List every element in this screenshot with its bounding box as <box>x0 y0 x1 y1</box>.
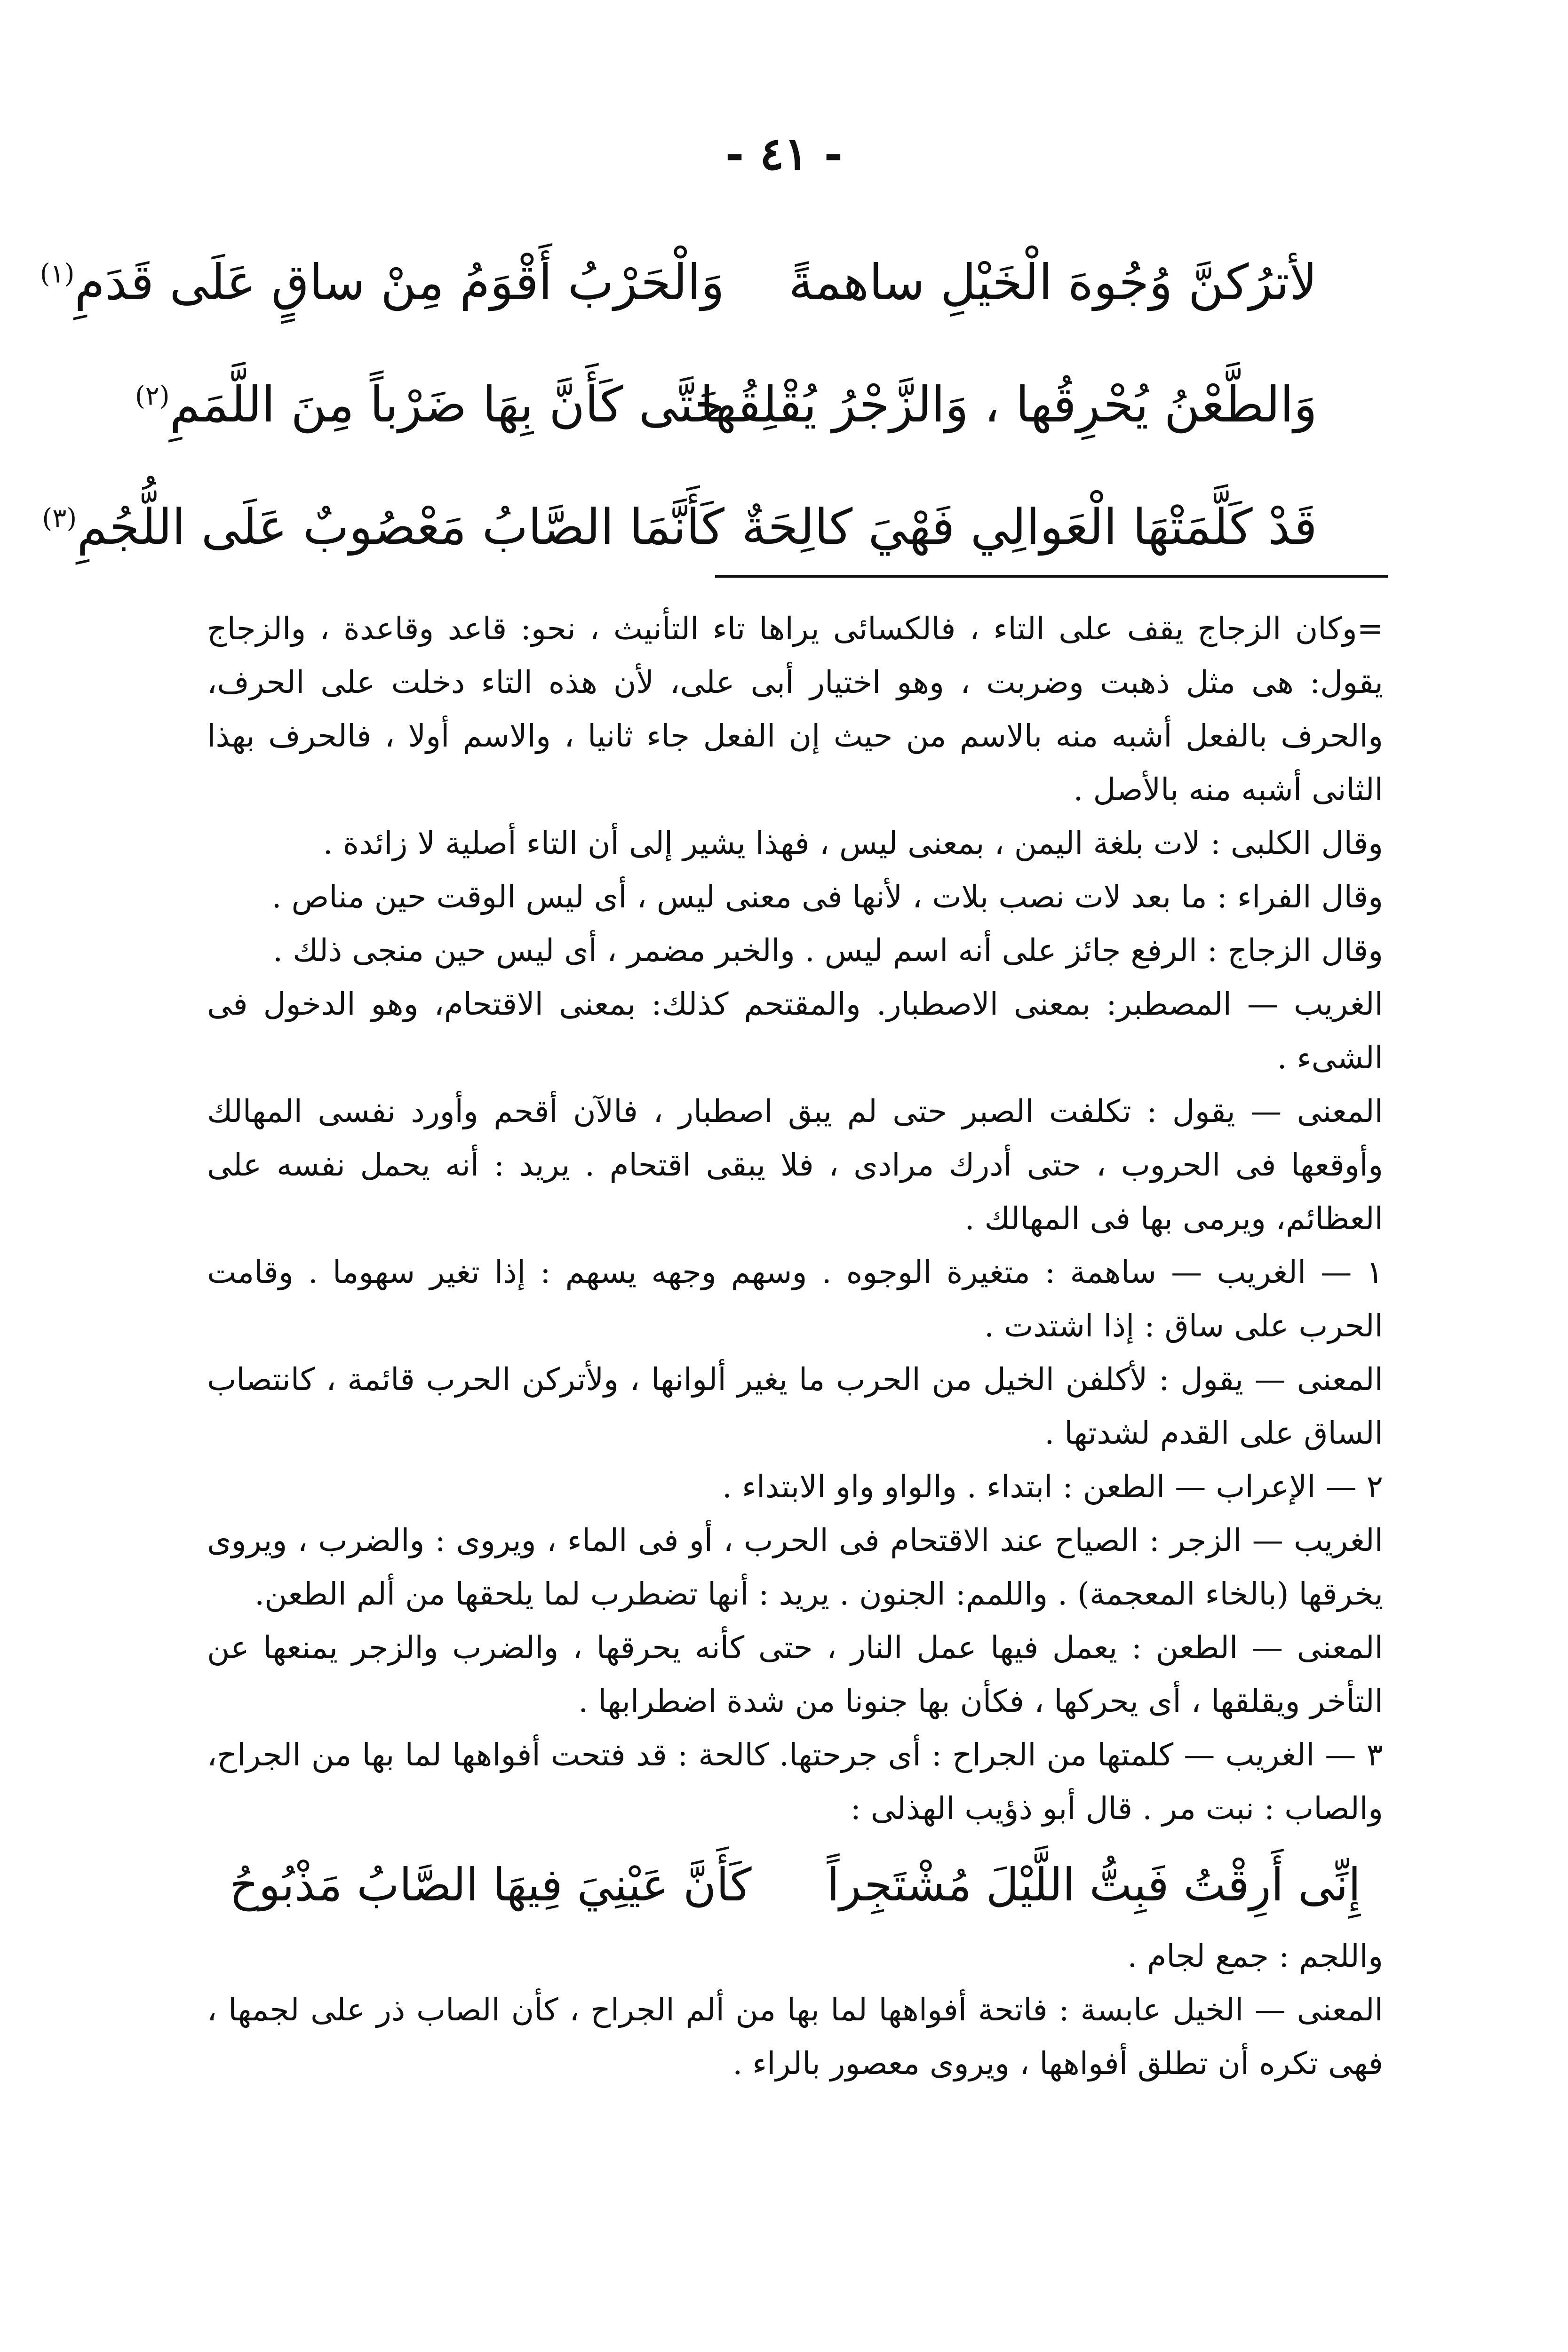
quoted-verse <box>207 1840 1383 1930</box>
commentary-paragraph: المعنى — الخيل عابسة : فاتحة أفواهها لما بها من ألم الجراح ، كأن الصاب ذر على لجمها ، فهى تكره أن تطلق أفواهها ، ويروى معصور بالراء . <box>207 1992 1383 2082</box>
quoted-verse-second: كَأَنَّ عَيْنِيَ فِيهَا الصَّابُ مَذْبُوحُ <box>229 1859 752 1911</box>
verse-second-hemistich <box>42 498 724 556</box>
footnote-marker: (١) <box>40 258 75 289</box>
verse-first-hemistich: قَدْ كَلَّمَتْهَا الْعَوالِي فَهْيَ كالِحَةٌ <box>741 498 1317 556</box>
commentary-paragraph: وقال الفراء : ما بعد لات نصب بلات ، لأنها فى معنى ليس ، أى ليس الوقت حين مناص . <box>271 879 1383 915</box>
commentary-paragraph: ٢ — الإعراب — الطعن : ابتداء . والواو واو الابتداء . <box>722 1469 1383 1505</box>
verse-first-hemistich: وَالطَّعْنُ يُحْرِقُها ، وَالزَّجْرُ يُقْلِقُها <box>700 376 1317 433</box>
verse-second-text: كَأَنَّمَا الصَّابُ مَعْصُوبٌ عَلَى اللُّجُمِ <box>77 498 724 556</box>
footnote-divider <box>715 575 1388 578</box>
commentary-paragraph: واللجم : جمع لجام . <box>1127 1938 1383 1974</box>
verse-first-hemistich: لأترُكنَّ وُجُوهَ الْخَيْلِ ساهمةً <box>788 254 1317 311</box>
verse-line <box>40 221 1317 343</box>
commentary-paragraph: المعنى — الطعن : يعمل فيها عمل النار ، حتى كأنه يحرقها ، والضرب والزجر يمنعها عن التأخر ويقلقها ، أى يحركها ، فكأن بها جنونا من شدة اضطرابها . <box>207 1629 1383 1719</box>
page-number: - ٤١ - <box>725 127 843 180</box>
verse-line <box>42 466 1317 588</box>
commentary-paragraph: الغريب — الزجر : الصياح عند الاقتحام فى الحرب ، أو فى الماء ، ويروى : والضرب ، ويروى يخرقها (بالخاء المعجمة) . واللمم: الجنون . يريد : أنها تضطرب لما يلحقها من ألم الطعن. <box>207 1522 1383 1612</box>
quoted-verse-first: إِنِّى أَرِقْتُ فَبِتُّ اللَّيْلَ مُشْتَجِراً <box>827 1859 1361 1911</box>
commentary-paragraph: المعنى — يقول : تكلفت الصبر حتى لم يبق اصطبار ، فالآن أقحم وأورد نفسى المهالك وأوقعها فى الحروب ، حتى أدرك مرادى ، فلا يبقى اقتحام . يريد : أنه يحمل نفسه على العظائم، ويرمى بها فى المهالك . <box>207 1093 1383 1237</box>
commentary-paragraph: الغريب — المصطبر: بمعنى الاصطبار. والمقتحم كذلك: بمعنى الاقتحام، وهو الدخول فى الشىء . <box>207 986 1383 1076</box>
verse-second-hemistich <box>40 254 724 311</box>
commentary-paragraph: ٣ — الغريب — كلمتها من الجراح : أى جرحتها. كالحة : قد فتحت أفواهها لما بها من الجراح، والصاب : نبت مر . قال أبو ذؤيب الهذلى : <box>207 1737 1383 1827</box>
poem-verses <box>40 221 1317 588</box>
footnote-marker: (٢) <box>135 381 170 412</box>
commentary-paragraph: ١ — الغريب — ساهمة : متغيرة الوجوه . وسهم وجهه يسهم : إذا تغير سهوما . وقامت الحرب على ساق : إذا اشتدت . <box>207 1254 1383 1344</box>
verse-second-text: وَالْحَرْبُ أَقْوَمُ مِنْ ساقٍ عَلَى قَدَمِ <box>74 254 724 311</box>
verse-line <box>135 343 1317 466</box>
commentary-paragraph: وقال الزجاج : الرفع جائز على أنه اسم ليس . والخبر مضمر ، أى ليس حين منجى ذلك . <box>273 932 1383 969</box>
commentary-section <box>207 602 1383 2090</box>
commentary-paragraph: =وكان الزجاج يقف على التاء ، فالكسائى يراها تاء التأنيث ، نحو: قاعد وقاعدة ، والزجاج يقول: هى مثل ذهبت وضربت ، وهو اختيار أبى على، لأن هذه التاء دخلت على الحرف، والحرف بالفعل أشبه منه بالاسم من حيث إن الفعل جاء ثانيا ، والاسم أولا ، فالحرف بهذا الثانى أشبه منه بالأصل . <box>207 611 1383 808</box>
commentary-paragraph: المعنى — يقول : لأكلفن الخيل من الحرب ما يغير ألوانها ، ولأتركن الحرب قائمة ، كانتصاب الساق على القدم لشدتها . <box>207 1361 1383 1451</box>
verse-second-hemistich <box>135 376 724 433</box>
footnote-marker: (٣) <box>42 503 77 534</box>
verse-second-text: حَتَّى كَأَنَّ بِهَا ضَرْباً مِنَ اللَّمَمِ <box>169 376 724 433</box>
commentary-paragraph: وقال الكلبى : لات بلغة اليمن ، بمعنى ليس ، فهذا يشير إلى أن التاء أصلية لا زائدة . <box>323 825 1383 861</box>
